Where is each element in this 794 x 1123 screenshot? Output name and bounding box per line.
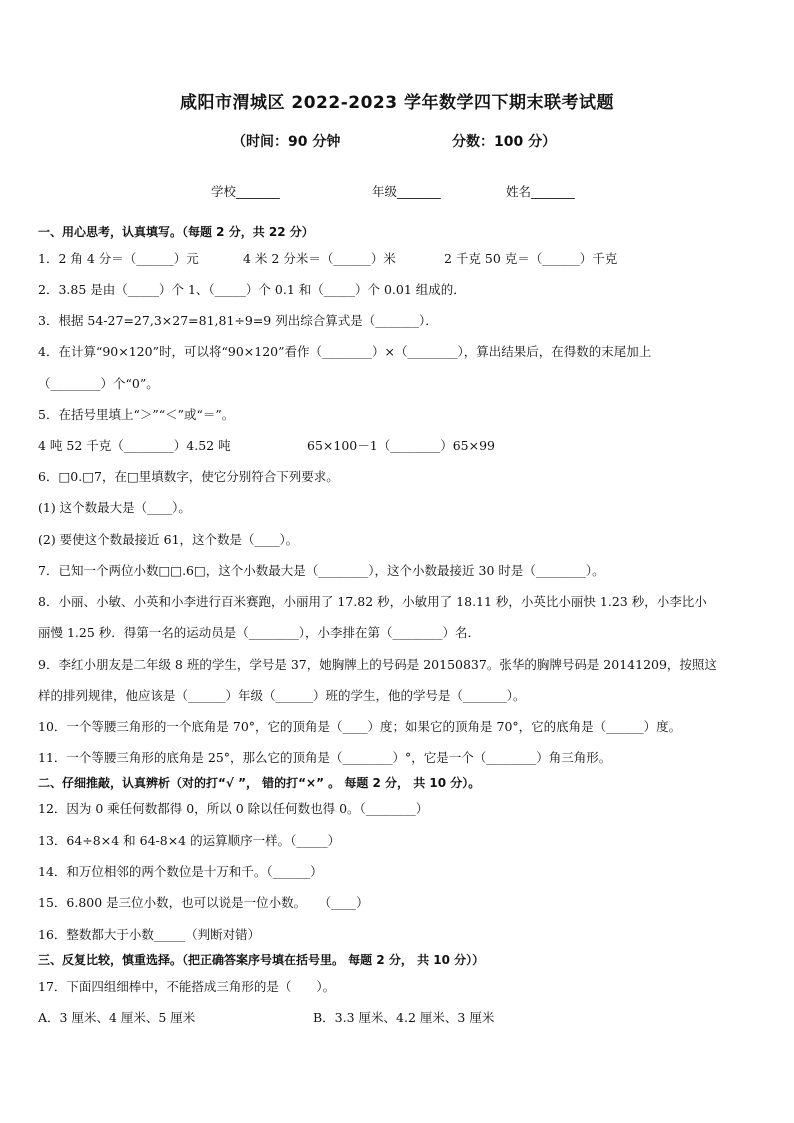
question-1b: 4 米 2 分米＝（______）米 xyxy=(243,251,396,266)
question-8-continued: 丽慢 1.25 秒．得第一名的运动员是（________），小李排在第（________）名． xyxy=(38,625,481,640)
question-6-part-1: (1) 这个数最大是（____）。 xyxy=(38,500,191,515)
question-5: 5．在括号里填上“＞”“＜”或“＝”。 xyxy=(38,407,235,422)
section-2-heading: 二、仔细推敲，认真辨析（对的打“√ ”， 错的打“×” 。 每题 2 分， 共 10 分）。 xyxy=(38,776,481,790)
page-title: 咸阳市渭城区 2022-2023 学年数学四下期末联考试题 xyxy=(179,93,615,113)
school-field: 学校_______ xyxy=(211,184,280,199)
question-1a: 1．2 角 4 分＝（______）元 xyxy=(38,251,199,266)
question-17-option-a: A．3 厘米、4 厘米、5 厘米 xyxy=(38,1010,196,1025)
question-14: 14．和万位相邻的两个数位是十万和千。（______） xyxy=(38,864,323,879)
question-10: 10．一个等腰三角形的一个底角是 70°，它的顶角是（____）度；如果它的顶角是 70°，它的底角是（______）度。 xyxy=(38,719,682,734)
question-16: 16．整数都大于小数_____（判断对错） xyxy=(38,927,261,942)
question-5b: 65×100－1（________）65×99 xyxy=(307,438,495,453)
question-4-continued: （________）个“0”。 xyxy=(38,376,159,391)
question-1c: 2 千克 50 克＝（______）千克 xyxy=(444,251,618,266)
section-1-heading: 一、用心思考，认真填写。（每题 2 分，共 22 分） xyxy=(38,225,314,239)
question-4: 4．在计算“90×120”时，可以将“90×120”看作（________）×（________），算出结果后，在得数的末尾加上 xyxy=(38,344,652,359)
question-3: 3．根据 54-27=27,3×27=81,81÷9=9 列出综合算式是（_______）． xyxy=(38,313,438,328)
exam-time: （时间：90 分钟 xyxy=(232,134,341,150)
question-17: 17．下面四组细棒中，不能搭成三角形的是（ ）。 xyxy=(38,979,336,994)
question-17-option-b: B．3.3 厘米、4.2 厘米、3 厘米 xyxy=(313,1010,495,1025)
question-9: 9．李红小朋友是二年级 8 班的学生，学号是 37，她胸牌上的号码是 20150837。张华的胸牌号码是 20141209，按照这 xyxy=(38,657,717,672)
question-7: 7．已知一个两位小数□□.6□，这个小数最大是（________），这个小数最接近 30 时是（________）。 xyxy=(38,563,605,578)
name-field: 姓名_______ xyxy=(506,184,575,199)
question-13: 13．64÷8×4 和 64-8×4 的运算顺序一样。（_____） xyxy=(38,833,341,848)
exam-score: 分数：100 分） xyxy=(452,134,557,150)
section-3-heading: 三、反复比较，慎重选择。（把正确答案序号填在括号里。 每题 2 分， 共 10 分）） xyxy=(38,953,485,967)
question-12: 12．因为 0 乘任何数都得 0，所以 0 除以任何数也得 0。（________） xyxy=(38,801,429,816)
question-5a: 4 吨 52 千克（________）4.52 吨 xyxy=(38,438,231,453)
question-6: 6．□0.□7，在□里填数字，使它分别符合下列要求。 xyxy=(38,469,339,484)
question-15: 15．6.800 是三位小数，也可以说是一位小数。 （____） xyxy=(38,895,369,910)
question-8: 8．小丽、小敏、小英和小李进行百米赛跑，小丽用了 17.82 秒，小敏用了 18.11 秒，小英比小丽快 1.23 秒，小李比小 xyxy=(38,594,707,609)
question-9-continued: 样的排列规律，他应该是（______）年级（______）班的学生，他的学号是（_______）。 xyxy=(38,688,526,703)
grade-field: 年级_______ xyxy=(372,184,441,199)
question-6-part-2: (2) 要使这个数最接近 61，这个数是（____）。 xyxy=(38,532,299,547)
question-2: 2．3.85 是由（_____）个 1、（_____）个 0.1 和（_____）个 0.01 组成的． xyxy=(38,282,466,297)
question-11: 11．一个等腰三角形的底角是 25°，那么它的顶角是（________）°，它是一个（________）角三角形。 xyxy=(38,750,612,765)
